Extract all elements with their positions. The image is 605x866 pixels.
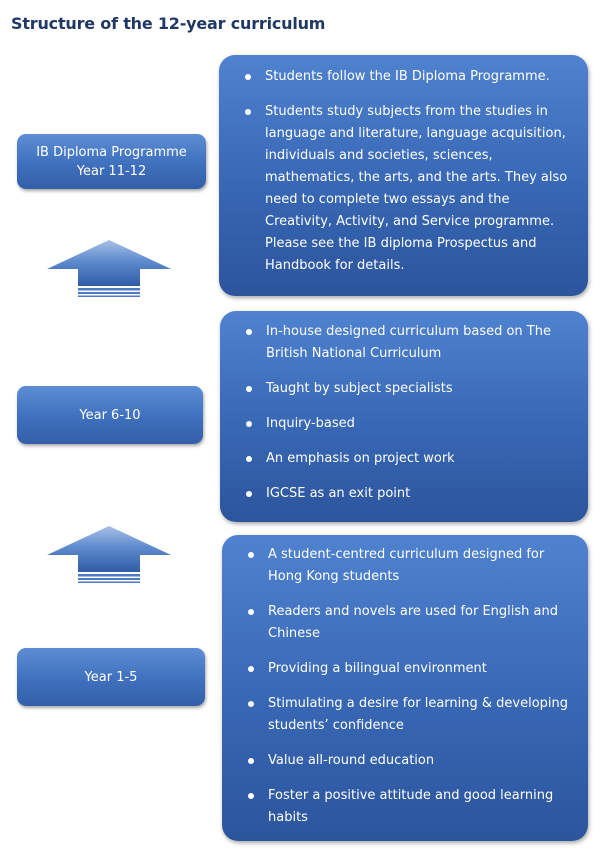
- list-item: Students follow the IB Diploma Programme.: [241, 66, 574, 88]
- stage-label-line: Year 1-5: [84, 669, 138, 685]
- bullet-icon: [248, 609, 254, 615]
- bullet-icon: [248, 701, 254, 707]
- list-item: Providing a bilingual environment: [244, 658, 578, 680]
- stage-label-line: IB Diploma Programme: [36, 144, 187, 160]
- bullet-icon: [246, 329, 252, 335]
- stage-label-year-6-10: [17, 386, 203, 444]
- stage-label-line: Year 11-12: [76, 163, 147, 179]
- stage-label-ib-diploma: [17, 134, 206, 189]
- list-item: Students study subjects from the studies in language and literature, language acquisition, individuals and societies, sciences, mathematics, the arts, and the arts. They also need to complete two essays and the Creativity, Activity, and Service programme. Please see the IB diploma Prospectus and Handbook for details.: [241, 101, 574, 277]
- bullet-icon: [248, 666, 254, 672]
- list-item: IGCSE as an exit point: [242, 483, 574, 505]
- stage-details-year-6-10: [220, 311, 588, 522]
- bullet-icon: [246, 421, 252, 427]
- list-item: A student-centred curriculum designed for Hong Kong students: [244, 544, 578, 588]
- bullet-icon: [248, 758, 254, 764]
- stage-label-year-1-5: [17, 648, 205, 706]
- page-title: Structure of the 12-year curriculum: [11, 14, 326, 33]
- list-item: In-house designed curriculum based on The British National Curriculum: [242, 321, 574, 365]
- list-item: Inquiry-based: [242, 413, 574, 435]
- bullet-icon: [245, 74, 251, 80]
- bullet-icon: [246, 456, 252, 462]
- stage-label-line: Year 6-10: [79, 407, 141, 423]
- stage-details-year-1-5: [222, 535, 588, 841]
- list-item: Readers and novels are used for English and Chinese: [244, 601, 578, 645]
- bullet-icon: [248, 552, 254, 558]
- bullet-icon: [246, 386, 252, 392]
- list-item: Foster a positive attitude and good learning habits: [244, 785, 578, 829]
- up-arrow-icon: [47, 240, 172, 298]
- up-arrow-icon: [47, 526, 172, 584]
- stage-details-ib-diploma: [219, 55, 588, 296]
- list-item: Stimulating a desire for learning & developing students’ confidence: [244, 693, 578, 737]
- list-item: Taught by subject specialists: [242, 378, 574, 400]
- list-item: An emphasis on project work: [242, 448, 574, 470]
- bullet-icon: [245, 109, 251, 115]
- bullet-icon: [246, 491, 252, 497]
- list-item: Value all-round education: [244, 750, 578, 772]
- bullet-icon: [248, 793, 254, 799]
